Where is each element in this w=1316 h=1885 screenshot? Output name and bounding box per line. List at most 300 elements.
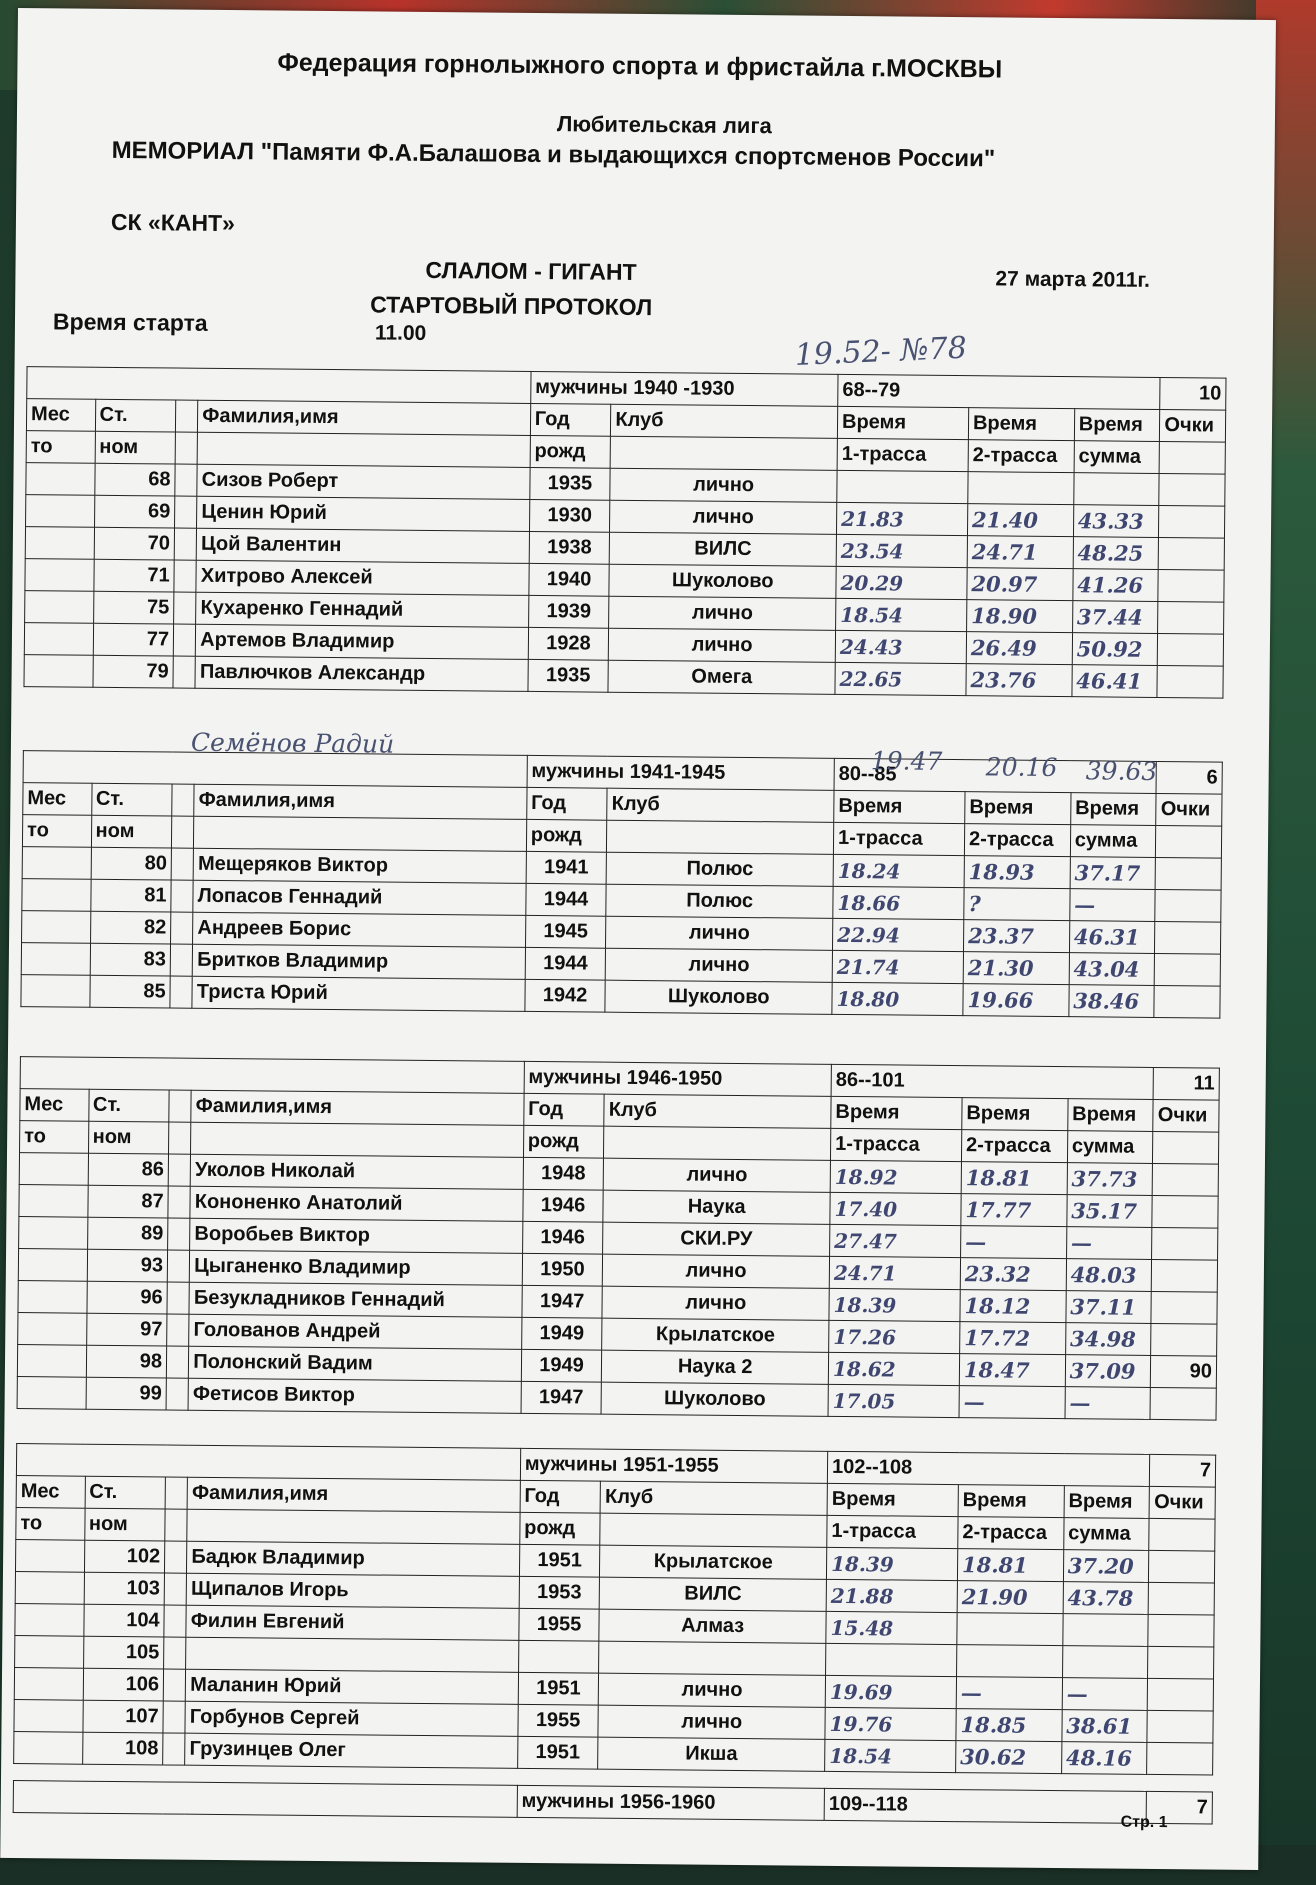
- birth-year: 1944: [526, 883, 607, 916]
- points: [1147, 1710, 1213, 1743]
- athlete-club: лично: [609, 596, 836, 630]
- extra-entry-name: Семёнов Радий: [190, 727, 395, 759]
- birth-year: 1951: [519, 1544, 600, 1577]
- athlete-club: ВИЛС: [610, 532, 837, 566]
- birth-year: 1941: [526, 851, 607, 884]
- athlete-name: Артемов Владимир: [196, 624, 529, 659]
- athlete-name: Лопасов Геннадий: [193, 880, 526, 915]
- athlete-club: Крылатское: [600, 1545, 827, 1579]
- run2-time: —: [961, 1226, 1067, 1259]
- group-section: [23, 366, 1226, 699]
- col-points: Очки: [1149, 1486, 1215, 1519]
- total-time: 43.04: [1069, 953, 1155, 986]
- birth-year: 1955: [519, 1608, 600, 1641]
- athlete-club: лично: [606, 948, 833, 982]
- points: [1155, 889, 1221, 922]
- col-run2: 2-трасса: [961, 1130, 1067, 1163]
- league-title: Любительская лига: [556, 111, 772, 139]
- athlete-name: Кухаренко Геннадий: [196, 592, 529, 627]
- run1-time: 18.39: [829, 1288, 960, 1321]
- points: 90: [1151, 1355, 1217, 1388]
- points: [1151, 1291, 1217, 1324]
- athlete-club: Шуколово: [609, 564, 836, 598]
- total-time: 48.16: [1061, 1742, 1147, 1775]
- points: [1157, 665, 1223, 698]
- athlete-club: Полюс: [606, 884, 833, 918]
- athlete-name: Павлючков Александр: [195, 656, 528, 691]
- birth-year: 1947: [521, 1381, 602, 1414]
- run2-time: 26.49: [966, 632, 1072, 665]
- total-time: 48.25: [1073, 537, 1159, 570]
- group-section: [13, 1443, 1216, 1776]
- col-time3: Время: [1068, 1099, 1154, 1132]
- points: [1159, 537, 1225, 570]
- start-number: 75: [93, 591, 174, 624]
- col-points: Очки: [1156, 793, 1222, 826]
- run1-time: 18.54: [825, 1739, 956, 1772]
- run1-time: 23.54: [836, 534, 967, 567]
- group-count: 11: [1153, 1067, 1219, 1100]
- athlete-club: ВИЛС: [599, 1577, 826, 1611]
- col-time2: Время: [958, 1485, 1064, 1518]
- start-number: 104: [83, 1604, 164, 1637]
- col-time3: Время: [1064, 1486, 1150, 1519]
- athlete-club: лично: [603, 1254, 830, 1288]
- athlete-name: Филин Евгений: [186, 1605, 519, 1640]
- total-time: [1062, 1646, 1148, 1679]
- athlete-club: СКИ.РУ: [603, 1222, 830, 1256]
- group-title: мужчины 1951-1955: [520, 1448, 828, 1483]
- athlete-club: Наука 2: [602, 1350, 829, 1384]
- points: [1159, 473, 1225, 506]
- points: [1150, 1387, 1216, 1420]
- federation-title: Федерация горнолыжного спорта и фристайла г.МОСКВЫ: [277, 48, 1003, 84]
- start-number: 105: [83, 1636, 164, 1669]
- col-run1: 1-трасса: [827, 1515, 958, 1548]
- birth-year: 1935: [528, 659, 609, 692]
- col-start-no: Ст.: [91, 783, 172, 816]
- points: [1155, 953, 1221, 986]
- start-number: 89: [87, 1217, 168, 1250]
- run2-time: 18.47: [959, 1354, 1065, 1387]
- athlete-name: Фетисов Виктор: [188, 1378, 521, 1413]
- birth-year: 1949: [521, 1317, 602, 1350]
- start-number: 71: [93, 559, 174, 592]
- total-time: 41.26: [1073, 569, 1159, 602]
- col-start-no: Ст.: [85, 1476, 166, 1509]
- points: [1158, 601, 1224, 634]
- birth-year: [518, 1640, 599, 1673]
- athlete-name: Триста Юрий: [192, 976, 525, 1011]
- col-sum: сумма: [1067, 1131, 1153, 1164]
- col-start-no: Ст.: [95, 399, 176, 432]
- athlete-name: [186, 1637, 519, 1672]
- run1-time: 21.88: [826, 1579, 957, 1612]
- total-time: 38.61: [1062, 1710, 1148, 1743]
- birth-year: 1948: [523, 1157, 604, 1190]
- points: [1158, 633, 1224, 666]
- run2-time: 24.71: [967, 536, 1073, 569]
- col-start-no-2: ном: [88, 1121, 169, 1154]
- col-club: Клуб: [600, 1481, 827, 1515]
- run2-time: [957, 1645, 1063, 1678]
- total-time: 37.73: [1067, 1163, 1153, 1196]
- col-time1: Время: [827, 1483, 958, 1516]
- start-number: 79: [92, 655, 173, 688]
- run2-time: [968, 472, 1074, 505]
- birth-year: 1940: [529, 563, 610, 596]
- start-number: 98: [86, 1345, 167, 1378]
- group-section: [17, 1056, 1220, 1421]
- athlete-club: лично: [609, 628, 836, 662]
- start-number: 85: [89, 975, 170, 1008]
- col-place: Мес: [20, 1089, 89, 1122]
- start-number: 107: [82, 1700, 163, 1733]
- group-count: 6: [1156, 761, 1222, 794]
- run2-time: —: [956, 1677, 1062, 1710]
- run2-time: ?: [964, 888, 1070, 921]
- athlete-club: [599, 1641, 826, 1675]
- total-time: 37.44: [1072, 601, 1158, 634]
- athlete-club: Алмаз: [599, 1609, 826, 1643]
- athlete-name: Грузинцев Олег: [185, 1733, 518, 1768]
- run2-time: 18.81: [961, 1162, 1067, 1195]
- run1-time: 18.39: [826, 1547, 957, 1580]
- group-count: 7: [1147, 1791, 1213, 1824]
- total-time: 48.03: [1066, 1259, 1152, 1292]
- run1-time: 17.26: [829, 1320, 960, 1353]
- points: [1155, 921, 1221, 954]
- athlete-name: Маланин Юрий: [186, 1669, 519, 1704]
- athlete-name: Горбунов Сергей: [185, 1701, 518, 1736]
- athlete-name: Кононенко Анатолий: [190, 1186, 523, 1221]
- col-place-2: то: [20, 1121, 89, 1154]
- col-points: Очки: [1153, 1099, 1219, 1132]
- extra-entry-t1: 19.47: [870, 746, 943, 776]
- total-time: —: [1070, 889, 1156, 922]
- col-start-no-2: ном: [91, 815, 172, 848]
- total-time: 34.98: [1065, 1323, 1151, 1356]
- total-time: —: [1065, 1387, 1151, 1420]
- athlete-name: Бадюк Владимир: [187, 1541, 520, 1576]
- group-section: [13, 1780, 1213, 1825]
- col-year-2: рожд: [530, 435, 611, 468]
- total-time: 43.33: [1073, 505, 1159, 538]
- col-year: Год: [520, 1480, 601, 1513]
- birth-year: 1951: [517, 1736, 598, 1769]
- start-number: 102: [84, 1540, 165, 1573]
- points: [1147, 1742, 1213, 1775]
- col-year-2: рожд: [523, 1125, 604, 1158]
- birth-year: 1950: [522, 1253, 603, 1286]
- athlete-name: Полонский Вадим: [189, 1346, 522, 1381]
- start-number: 80: [91, 847, 172, 880]
- athlete-club: лично: [602, 1286, 829, 1320]
- col-name: Фамилия,имя: [198, 400, 531, 435]
- run2-time: 23.32: [960, 1258, 1066, 1291]
- athlete-club: лично: [610, 500, 837, 534]
- points: [1152, 1227, 1218, 1260]
- athlete-club: лично: [610, 468, 837, 502]
- athlete-name: Бритков Владимир: [192, 944, 525, 979]
- col-start-no: Ст.: [88, 1089, 169, 1122]
- group-title-row: [13, 1781, 1212, 1825]
- start-number: 87: [87, 1185, 168, 1218]
- start-number: 68: [94, 463, 175, 496]
- run2-time: 21.30: [963, 952, 1069, 985]
- group-table: [20, 750, 1222, 1019]
- athlete-club: Полюс: [606, 852, 833, 886]
- col-time2: Время: [962, 1098, 1068, 1131]
- points: [1149, 1550, 1215, 1583]
- group-range: 68--79: [838, 374, 1161, 409]
- group-table: [13, 1443, 1216, 1776]
- run1-time: 27.47: [830, 1224, 961, 1257]
- birth-year: 1946: [522, 1221, 603, 1254]
- start-number: 77: [93, 623, 174, 656]
- run1-time: 24.71: [829, 1256, 960, 1289]
- start-number: 69: [94, 495, 175, 528]
- birth-year: 1951: [518, 1672, 599, 1705]
- handwritten-note: 19.52- №78: [794, 330, 968, 373]
- total-time: 43.78: [1063, 1582, 1149, 1615]
- col-name: Фамилия,имя: [191, 1090, 524, 1125]
- run1-time: 24.43: [835, 630, 966, 663]
- run2-time: 23.37: [963, 920, 1069, 953]
- group-table: [13, 1780, 1213, 1825]
- run2-time: [957, 1613, 1063, 1646]
- birth-year: 1949: [521, 1349, 602, 1382]
- start-number: 70: [94, 527, 175, 560]
- start-time-value: 11.00: [374, 321, 427, 345]
- start-number: 93: [87, 1249, 168, 1282]
- start-number: 97: [86, 1313, 167, 1346]
- birth-year: 1935: [530, 467, 611, 500]
- col-run1: 1-трасса: [837, 438, 968, 471]
- run1-time: 21.83: [837, 502, 968, 535]
- points: [1153, 1163, 1219, 1196]
- start-number: 96: [86, 1281, 167, 1314]
- points: [1148, 1646, 1214, 1679]
- run2-time: 17.77: [961, 1194, 1067, 1227]
- run1-time: 18.66: [833, 886, 964, 919]
- start-number: 82: [90, 911, 171, 944]
- athlete-name: Андреев Борис: [193, 912, 526, 947]
- points: [1149, 1582, 1215, 1615]
- col-run1: 1-трасса: [830, 1128, 961, 1161]
- discipline-title: СЛАЛОМ - ГИГАНТ: [425, 256, 637, 285]
- run1-time: 22.65: [835, 662, 966, 695]
- athlete-club: Крылатское: [602, 1318, 829, 1352]
- birth-year: 1955: [518, 1704, 599, 1737]
- run1-time: 17.05: [828, 1384, 959, 1417]
- athlete-name: Безукладников Геннадий: [189, 1282, 522, 1317]
- col-time3: Время: [1070, 793, 1156, 826]
- run2-time: 18.90: [967, 600, 1073, 633]
- athlete-name: Голованов Андрей: [189, 1314, 522, 1349]
- group-title: мужчины 1941-1945: [527, 755, 835, 790]
- total-time: 35.17: [1067, 1195, 1153, 1228]
- birth-year: 1930: [529, 499, 610, 532]
- total-time: 37.11: [1066, 1291, 1152, 1324]
- col-club: Клуб: [604, 1094, 831, 1128]
- run1-time: [826, 1643, 957, 1676]
- run1-time: [837, 470, 968, 503]
- col-place: Мес: [26, 399, 95, 432]
- total-time: [1063, 1614, 1149, 1647]
- col-year: Год: [530, 403, 611, 436]
- athlete-name: Цой Валентин: [196, 528, 529, 563]
- run1-time: 18.54: [836, 598, 967, 631]
- start-number: 99: [86, 1377, 167, 1410]
- col-start-no-2: ном: [84, 1508, 165, 1541]
- points: [1152, 1195, 1218, 1228]
- total-time: 38.46: [1069, 985, 1155, 1018]
- col-place-2: то: [26, 431, 95, 464]
- organizer-club: СК «КАНТ»: [110, 208, 236, 237]
- group-table: [23, 366, 1226, 699]
- start-number: 103: [84, 1572, 165, 1605]
- extra-entry-t3: 39.63: [1085, 756, 1158, 786]
- athlete-club: Шуколово: [605, 980, 832, 1014]
- athlete-name: Щипалов Игорь: [186, 1573, 519, 1608]
- col-time1: Время: [831, 1096, 962, 1129]
- start-number: 108: [82, 1732, 163, 1765]
- col-time2: Время: [965, 792, 1071, 825]
- athlete-name: Хитрово Алексей: [196, 560, 529, 595]
- run2-time: 30.62: [956, 1741, 1062, 1774]
- col-place-2: то: [16, 1508, 85, 1541]
- group-title: мужчины 1946-1950: [524, 1061, 832, 1096]
- protocol-title: СТАРТОВЫЙ ПРОТОКОЛ: [370, 291, 653, 321]
- col-sum: сумма: [1064, 1518, 1150, 1551]
- col-run1: 1-трасса: [833, 822, 964, 855]
- run1-time: 17.40: [830, 1192, 961, 1225]
- birth-year: 1946: [523, 1189, 604, 1222]
- points: [1158, 569, 1224, 602]
- col-place-2: то: [22, 815, 91, 848]
- memorial-title: МЕМОРИАЛ "Памяти Ф.А.Балашова и выдающихся спортсменов России": [111, 136, 996, 173]
- col-run2: 2-трасса: [968, 440, 1074, 473]
- total-time: 37.17: [1070, 857, 1156, 890]
- athlete-name: Уколов Николай: [190, 1154, 523, 1189]
- run1-time: 15.48: [826, 1611, 957, 1644]
- points: [1159, 505, 1225, 538]
- total-time: 46.41: [1072, 665, 1158, 698]
- run2-time: 20.97: [967, 568, 1073, 601]
- col-time1: Время: [834, 790, 965, 823]
- col-run2: 2-трасса: [964, 824, 1070, 857]
- birth-year: 1939: [528, 595, 609, 628]
- athlete-club: Наука: [603, 1190, 830, 1224]
- run1-time: 19.76: [825, 1707, 956, 1740]
- run2-time: 21.40: [967, 504, 1073, 537]
- group-title: мужчины 1940 -1930: [530, 371, 838, 406]
- birth-year: 1947: [522, 1285, 603, 1318]
- total-time: 50.92: [1072, 633, 1158, 666]
- points: [1151, 1323, 1217, 1356]
- athlete-name: Цыганенко Владимир: [190, 1250, 523, 1285]
- group-count: 10: [1160, 377, 1226, 410]
- total-time: 37.09: [1065, 1355, 1151, 1388]
- run1-time: 18.92: [830, 1160, 961, 1193]
- athlete-club: лично: [599, 1673, 826, 1707]
- col-time3: Время: [1074, 409, 1160, 442]
- event-date: 27 марта 2011г.: [995, 267, 1151, 292]
- group-range: 102--108: [827, 1451, 1150, 1486]
- athlete-name: Сизов Роберт: [197, 464, 530, 499]
- athlete-club: Омега: [608, 660, 835, 694]
- birth-year: 1942: [525, 979, 606, 1012]
- start-number: 86: [88, 1153, 169, 1186]
- col-sum: сумма: [1070, 825, 1156, 858]
- group-range: 86--101: [831, 1064, 1154, 1099]
- col-points: Очки: [1160, 409, 1226, 442]
- col-club: Клуб: [611, 404, 838, 438]
- run2-time: 19.66: [963, 984, 1069, 1017]
- col-name: Фамилия,имя: [194, 784, 527, 819]
- run1-time: 18.24: [833, 854, 964, 887]
- col-year-2: рожд: [526, 819, 607, 852]
- group-range: 109--118: [824, 1788, 1147, 1823]
- total-time: —: [1066, 1227, 1152, 1260]
- protocol-sheet: [0, 8, 1276, 1870]
- col-year-2: рожд: [520, 1512, 601, 1545]
- athlete-club: Шуколово: [601, 1382, 828, 1416]
- points: [1152, 1259, 1218, 1292]
- run2-time: 21.90: [957, 1581, 1063, 1614]
- page-number: Стр. 1: [1120, 1813, 1168, 1832]
- col-year: Год: [526, 787, 607, 820]
- col-place: Мес: [16, 1476, 85, 1509]
- total-time: 37.20: [1063, 1550, 1149, 1583]
- total-time: [1074, 473, 1160, 506]
- col-sum: сумма: [1074, 441, 1160, 474]
- run1-time: 18.62: [828, 1352, 959, 1385]
- col-run2: 2-трасса: [958, 1517, 1064, 1550]
- col-year: Год: [524, 1093, 605, 1126]
- run1-time: 19.69: [825, 1675, 956, 1708]
- birth-year: 1945: [525, 915, 606, 948]
- run2-time: 18.12: [960, 1290, 1066, 1323]
- col-time1: Время: [837, 406, 968, 439]
- run1-time: 18.80: [832, 982, 963, 1015]
- points: [1154, 985, 1220, 1018]
- run1-time: 22.94: [833, 918, 964, 951]
- col-place: Мес: [23, 783, 92, 816]
- birth-year: 1944: [525, 947, 606, 980]
- run1-time: 20.29: [836, 566, 967, 599]
- athlete-club: лично: [598, 1705, 825, 1739]
- group-table: [17, 1056, 1220, 1421]
- group-count: 7: [1150, 1454, 1216, 1487]
- points: [1156, 857, 1222, 890]
- athlete-name: Воробьев Виктор: [190, 1218, 523, 1253]
- athlete-club: Икша: [598, 1737, 825, 1771]
- total-time: 46.31: [1069, 921, 1155, 954]
- start-number: 106: [83, 1668, 164, 1701]
- start-number: 81: [90, 879, 171, 912]
- col-name: Фамилия,имя: [187, 1477, 520, 1512]
- group-range: 80--85: [834, 758, 1157, 793]
- athlete-name: Мещеряков Виктор: [193, 848, 526, 883]
- run2-time: 18.81: [957, 1549, 1063, 1582]
- points: [1148, 1678, 1214, 1711]
- birth-year: 1928: [528, 627, 609, 660]
- run2-time: —: [959, 1386, 1065, 1419]
- start-number: 83: [90, 943, 171, 976]
- athlete-club: лично: [603, 1158, 830, 1192]
